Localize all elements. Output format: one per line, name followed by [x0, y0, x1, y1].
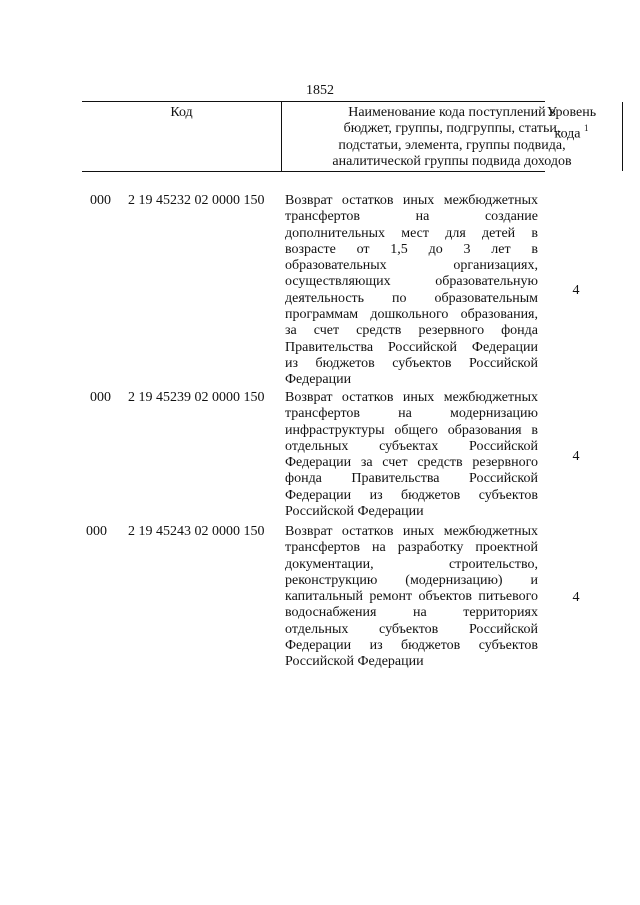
header-name-line: аналитической группы подвида доходов — [332, 153, 572, 169]
name-line: реконструкцию (модернизацию) и — [285, 572, 538, 588]
header-level-cell — [540, 102, 603, 143]
header-level-label: Уровень — [546, 105, 597, 120]
code-prefix: 000 — [90, 390, 111, 405]
table-row-name — [285, 524, 538, 671]
name-line: трансфертов на разработку проектной — [285, 540, 538, 556]
table-row-level: 4 — [572, 449, 580, 464]
name-line: трансфертов на создание — [285, 209, 538, 225]
footnote-marker: 1 — [584, 123, 589, 134]
name-line: образовательных организациях, — [285, 258, 538, 274]
table-row-level: 4 — [572, 590, 580, 605]
code-prefix: 000 — [86, 524, 107, 539]
code-value: 2 19 45243 02 0000 150 — [128, 524, 265, 539]
table-row-name — [285, 390, 538, 520]
table-row-code — [90, 390, 280, 406]
name-line: отдельных субъектах Российской — [285, 438, 538, 454]
table-row-code — [86, 524, 276, 540]
table-row-level: 4 — [572, 283, 580, 298]
name-line: Федерации из бюджетов субъектов — [285, 638, 538, 654]
name-line: Федерации из бюджетов субъектов — [285, 487, 538, 503]
name-line: инфраструктуры общего образования в — [285, 422, 538, 438]
header-name-line: бюджет, группы, подгруппы, статьи, — [343, 121, 561, 137]
name-line: программам дошкольного образования, — [285, 307, 538, 323]
name-line: Российской Федерации — [285, 654, 424, 670]
name-line: за счет средств резервного фонда — [285, 323, 538, 339]
table-row-code — [90, 193, 280, 209]
name-line: капитальный ремонт объектов питьевого — [285, 589, 538, 605]
page-number: 1852 — [306, 83, 334, 98]
name-line: трансфертов на модернизацию — [285, 406, 538, 422]
name-line: деятельность по образовательным — [285, 290, 538, 306]
header-code-cell — [82, 102, 281, 171]
code-prefix: 000 — [90, 193, 111, 208]
name-line: Российской Федерации — [285, 504, 424, 520]
name-line: Возврат остатков иных межбюджетных — [285, 390, 538, 405]
name-line: водоснабжения на территориях — [285, 605, 538, 621]
name-line: Федерации за счет средств резервного — [285, 455, 538, 471]
name-line: отдельных субъектов Российской — [285, 621, 538, 637]
name-line: Возврат остатков иных межбюджетных — [285, 193, 538, 208]
header-level-label-2: кода $^1$ — [554, 123, 589, 142]
name-line: дополнительных мест для детей в — [285, 225, 538, 241]
name-line: осуществляющих образовательную — [285, 274, 538, 290]
name-line: Возврат остатков иных межбюджетных — [285, 524, 538, 539]
header-code-label: Код — [170, 105, 193, 120]
header-name-line: Наименование кода поступлений в — [348, 105, 556, 120]
name-line: из бюджетов субъектов Российской — [285, 355, 538, 371]
name-line: Федерации — [285, 372, 352, 388]
name-line: документации, строительство, — [285, 556, 538, 572]
name-line: Правительства Российской Федерации — [285, 339, 538, 355]
code-value: 2 19 45239 02 0000 150 — [128, 390, 265, 405]
header-name-line: подстатьи, элемента, группы подвида, — [338, 137, 566, 153]
name-line: фонда Правительства Российской — [285, 471, 538, 487]
name-line: возрасте от 1,5 до 3 лет в — [285, 241, 538, 257]
code-value: 2 19 45232 02 0000 150 — [128, 193, 265, 208]
table-row-name — [285, 193, 538, 389]
